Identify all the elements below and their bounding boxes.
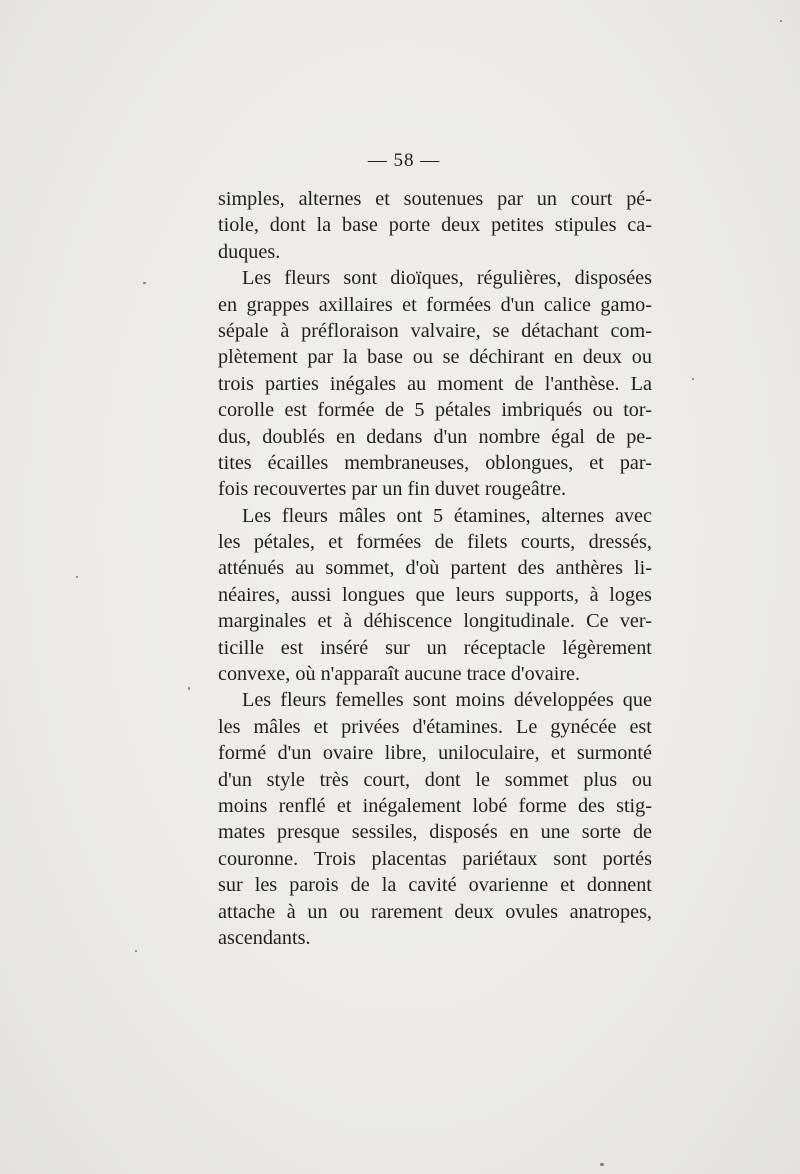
text-line: d'un style très court, dont le sommet plus ou [218,768,652,791]
text-line: marginales et à déhiscence longitudinale. Ce ver- [218,610,652,633]
text-line: mates presque sessiles, disposés en une sorte de [218,821,652,844]
text-line: Les fleurs sont dioïques, régulières, disposées [242,267,652,290]
text-line: dus, doublés en dedans d'un nombre égal de pe- [218,425,652,448]
text-line: plètement par la base ou se déchirant en deux ou [218,346,652,369]
text-line: en grappes axillaires et formées d'un calice gamo- [218,293,652,316]
scan-speck [135,950,137,952]
text-line: attache à un ou rarement deux ovules anatropes, [218,900,652,923]
scan-speck [600,1163,604,1166]
text-line: simples, alternes et soutenues par un court pé- [218,188,652,210]
text-line: corolle est formée de 5 pétales imbriqués ou tor- [218,399,652,422]
text-line: les mâles et privées d'étamines. Le gynécée est [218,715,652,738]
text-line: sépale à préfloraison valvaire, se détachant com- [218,319,652,342]
text-line: couronne. Trois placentas pariétaux sont portés [218,847,652,870]
scan-speck [780,20,782,22]
scan-speck [188,687,190,690]
text-line: trois parties inégales au moment de l'anthèse. La [218,372,652,395]
text-line: Les fleurs mâles ont 5 étamines, alternes avec [242,504,652,527]
text-line: duques. [218,240,281,263]
text-line: ticille est inséré sur un réceptacle légèrement [218,636,652,659]
text-line: formé d'un ovaire libre, uniloculaire, et surmonté [218,742,652,765]
text-line: néaires, aussi longues que leurs supports, à loges [218,583,652,606]
text-line: moins renflé et inégalement lobé forme des stig- [218,794,652,817]
text-line: tiole, dont la base porte deux petites stipules ca- [218,214,652,237]
scan-speck [76,576,78,578]
text-line: sur les parois de la cavité ovarienne et donnent [218,874,652,897]
page-number: — 58 — [367,150,441,171]
text-line: les pétales, et formées de filets courts, dressés, [218,531,652,554]
text-line: convexe, où n'apparaît aucune trace d'ovaire. [218,663,581,686]
body-text [218,186,652,951]
text-line: atténués au sommet, d'où partent des anthères li- [218,557,652,580]
text-line: ascendants. [218,926,311,949]
text-line: tites écailles membraneuses, oblongues, et par- [218,451,652,474]
scan-speck [143,282,146,284]
text-line: Les fleurs femelles sont moins développées que [242,689,652,712]
scan-speck [692,378,694,380]
text-line: fois recouvertes par un fin duvet rougeâtre. [218,478,567,501]
